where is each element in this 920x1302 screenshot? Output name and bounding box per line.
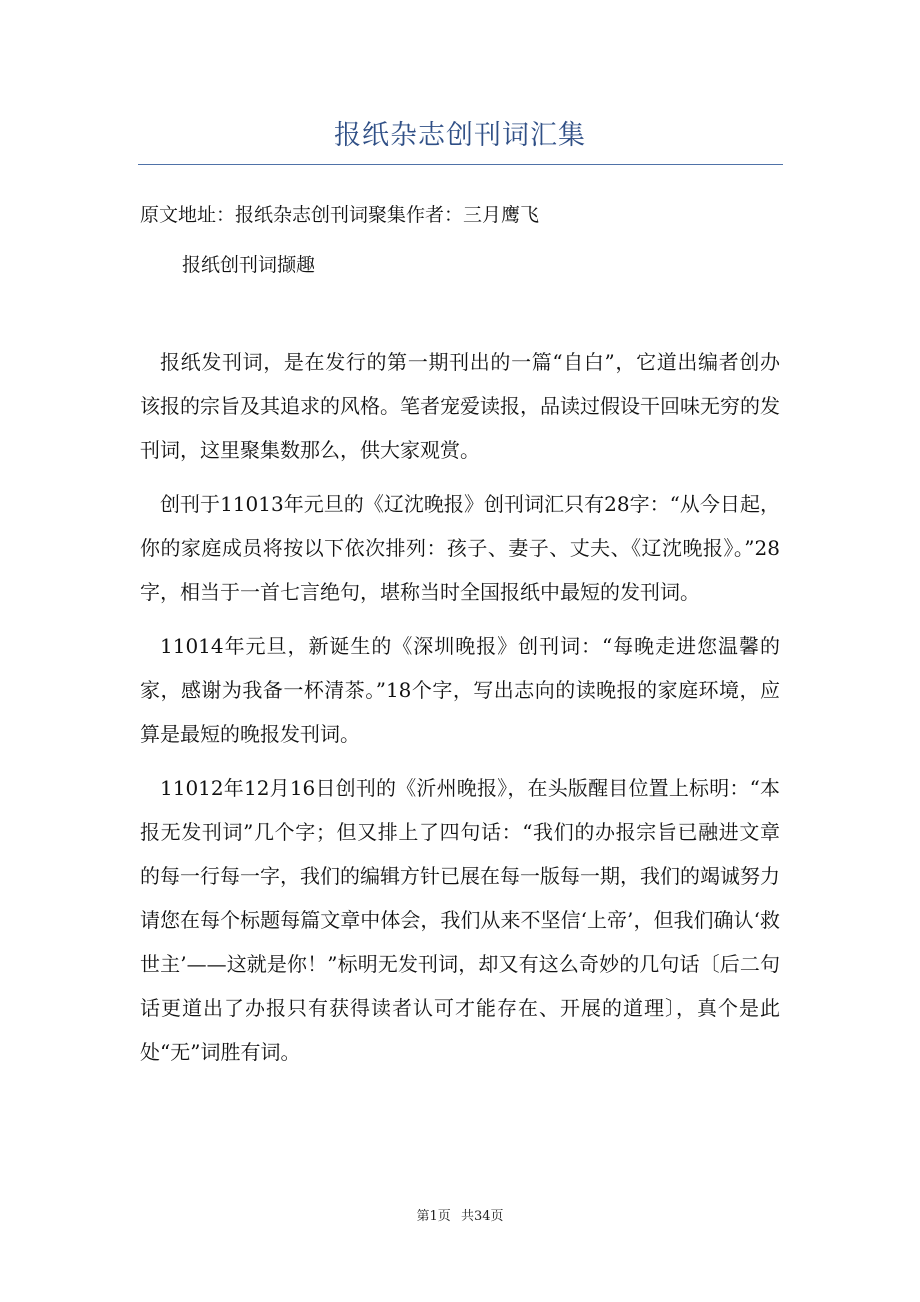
page-footer (0, 1205, 920, 1224)
section-subheading: 报纸创刊词撷趣 (182, 254, 316, 276)
paragraph: 创刊于11013年元旦的《辽沈晚报》创刊词汇只有28字：“从今日起，你的家庭成员将按以下依次排列：孩子、妻子、丈夫、《辽沈晚报》。”28字，相当于一首七言绝句，堪称当时全国报纸中最短的发刊词。 (140, 492, 780, 604)
page-total: 共34页 (460, 1209, 504, 1224)
article-body (140, 340, 780, 1084)
paragraph: 报纸发刊词，是在发行的第一期刊出的一篇“自白”，它道出编者创办该报的宗旨及其追求的风格。笔者宠爱读报，品读过假设干回味无穷的发刊词，这里聚集数那么，供大家观赏。 (140, 350, 780, 462)
paragraph: 11014年元旦，新诞生的《深圳晚报》创刊词：“每晚走进您温馨的家，感谢为我备一杯清茶。”18个字，写出志向的读晚报的家庭环境，应算是最短的晚报发刊词。 (140, 634, 780, 746)
paragraph: 11012年12月16日创刊的《沂州晚报》，在头版醒目位置上标明：“本报无发刊词”几个字；但又排上了四句话：“我们的办报宗旨已融进文章的每一行每一字，我们的编辑方针已展在每一版每一期，我们的竭诚努力请您在每个标题每篇文章中体会，我们从来不坚信‘上帝’，但我们确认‘救世主’——这就是你！”标明无发刊词，却又有这么奇妙的几句话〔后二句话更道出了办报只有获得读者认可才能存在、开展的道理〕，真个是此处“无”词胜有词。 (140, 776, 780, 1064)
source-meta-line: 原文地址：报纸杂志创刊词聚集作者：三月鹰飞 (140, 204, 540, 226)
title-divider (138, 164, 783, 165)
document-title: 报纸杂志创刊词汇集 (334, 120, 586, 151)
page-number: 第1页 (416, 1209, 451, 1224)
